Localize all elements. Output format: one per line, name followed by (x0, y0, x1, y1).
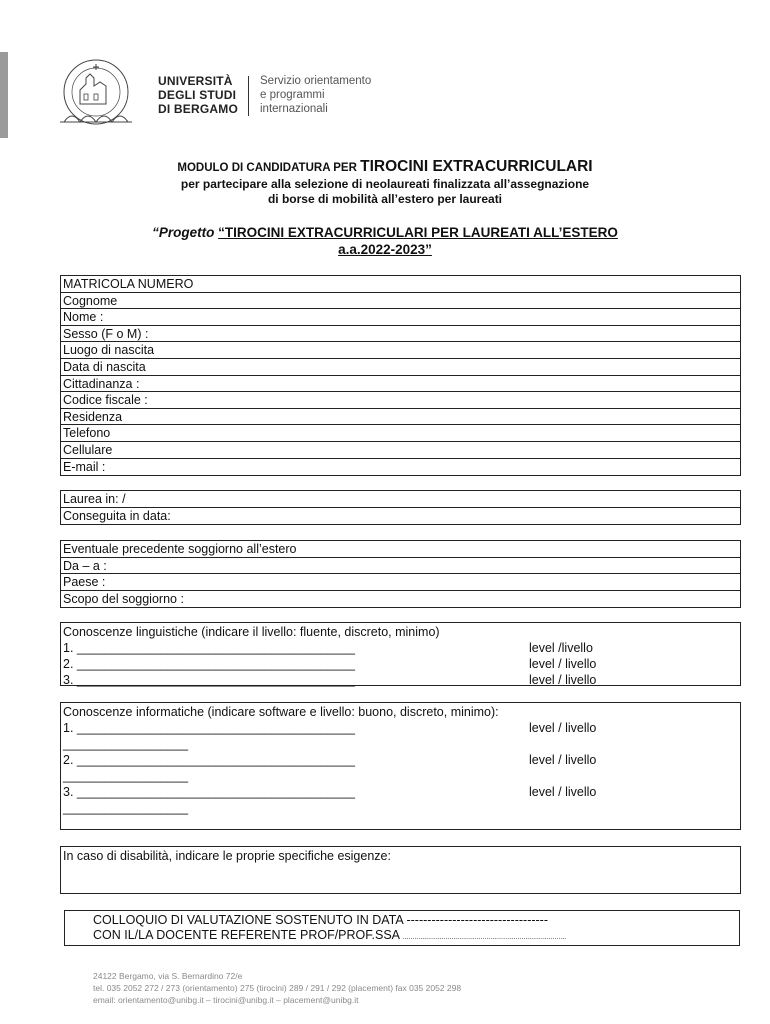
field-cittadinanza[interactable]: Cittadinanza : (61, 376, 740, 393)
field-luogo-nascita[interactable]: Luogo di nascita (61, 342, 740, 359)
language-skills-box (60, 622, 741, 686)
field-cognome[interactable]: Cognome (61, 293, 740, 310)
it-skill-line-1-continuation: __________________ (63, 737, 189, 751)
field-codice-fiscale[interactable]: Codice fiscale : (61, 392, 740, 409)
it-skill-line-3[interactable]: 3. ________________________________________ level / livello (63, 785, 597, 799)
field-conseguita[interactable]: Conseguita in data: (63, 508, 171, 523)
interview-date-line[interactable]: COLLOQUIO DI VALUTAZIONE SOSTENUTO IN DATA ---------------------------------- (93, 913, 549, 927)
project-title: “Progetto “TIROCINI EXTRACURRICULARI PER LAUREATI ALL’ESTERO a.a.2022-2023” (152, 225, 618, 257)
university-name: UNIVERSITÀ DEGLI STUDI DI BERGAMO (158, 74, 238, 116)
university-seal-icon (50, 56, 142, 126)
it-skills-box (60, 702, 741, 830)
field-sesso[interactable]: Sesso (F o M) : (61, 326, 740, 343)
it-skills-heading: Conoscenze informatiche (indicare software e livello: buono, discreto, minimo): (63, 705, 499, 719)
abroad-stay-table (60, 540, 741, 608)
it-skill-line-2-continuation: __________________ (63, 769, 189, 783)
page-side-tab (0, 52, 8, 138)
it-skill-line-3-continuation: __________________ (63, 801, 189, 815)
field-soggiorno[interactable]: Eventuale precedente soggiorno all’estero (61, 541, 740, 558)
it-skill-line-2[interactable]: 2. ________________________________________ level / livello (63, 753, 597, 767)
footer-address: 24122 Bergamo, via S. Bernardino 72/e (93, 971, 243, 981)
field-da-a[interactable]: Da – a : (61, 558, 740, 575)
field-residenza[interactable]: Residenza (61, 409, 740, 426)
field-data-nascita[interactable]: Data di nascita (61, 359, 740, 376)
interview-professor-line[interactable]: CON IL/LA DOCENTE REFERENTE PROF/PROF.SSA .................................................................................... (93, 928, 567, 942)
language-line-2[interactable]: 2. ________________________________________ level / livello (63, 657, 597, 671)
field-cellulare[interactable]: Cellulare (61, 442, 740, 459)
field-nome[interactable]: Nome : (61, 309, 740, 326)
field-email[interactable]: E-mail : (63, 459, 106, 474)
footer-phone: tel. 035 2052 272 / 273 (orientamento) 275 (tirocini) 289 / 291 / 292 (placement) fax 035 2052 298 (93, 983, 462, 993)
language-skills-heading: Conoscenze linguistiche (indicare il livello: fluente, discreto, minimo) (63, 625, 440, 639)
field-scopo[interactable]: Scopo del soggiorno : (63, 591, 184, 606)
disability-label: In caso di disabilità, indicare le proprie specifiche esigenze: (63, 849, 391, 863)
footer-contacts (93, 970, 693, 1006)
field-paese[interactable]: Paese : (61, 574, 740, 591)
degree-table (60, 490, 741, 525)
field-telefono[interactable]: Telefono (61, 425, 740, 442)
field-matricola[interactable]: MATRICOLA NUMERO (61, 276, 740, 293)
footer-email: email: orientamento@unibg.it – tirocini@unibg.it – placement@unibg.it (93, 995, 359, 1005)
personal-data-table (60, 275, 741, 476)
language-line-1[interactable]: 1. ________________________________________ level /livello (63, 641, 593, 655)
disability-box[interactable] (60, 846, 741, 894)
field-laurea[interactable]: Laurea in: / (61, 491, 740, 508)
it-skill-line-1[interactable]: 1. ________________________________________ level / livello (63, 721, 597, 735)
service-name: Servizio orientamento e programmi internazionali (260, 75, 372, 115)
header-divider (248, 76, 249, 116)
language-line-3[interactable]: 3. ________________________________________ level / livello (63, 673, 597, 687)
form-title: MODULO DI CANDIDATURA PER TIROCINI EXTRACURRICULARI per partecipare alla selezione di neolaureati finalizzata all’assegnazione di borse di mobilità all’estero per laureati (177, 158, 593, 206)
interview-box (64, 910, 740, 946)
